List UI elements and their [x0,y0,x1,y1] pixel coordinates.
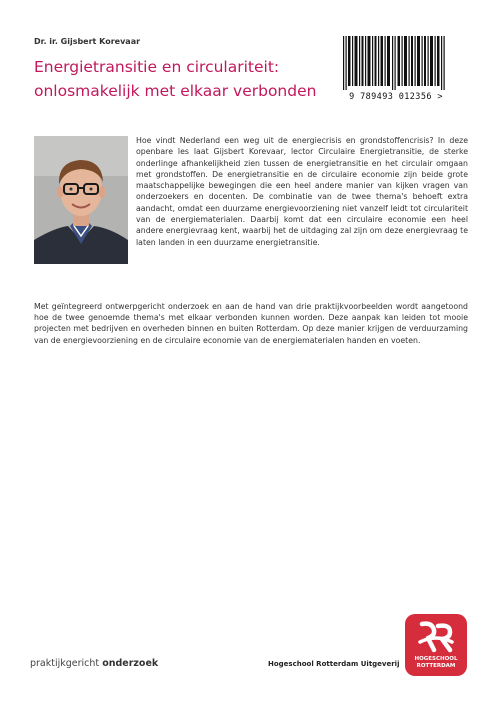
book-title [34,55,324,103]
paragraph-text: Met geïntegreerd ontwerpgericht onderzoek en aan de hand van drie praktijkvoorbeelden wordt aangetoond hoe de twee genoemde thema's met elkaar verbonden kunnen worden. Deze aanpak kan leiden tot mooie projecten met bedrijven en overheden binnen en buiten Rotterdam. Op deze manier krijgen de verduurzaming van de energievoorziening en de circulaire economie van de energiematerialen handen en voeten. [34,301,468,345]
hogeschool-rotterdam-logo [405,614,467,676]
logo-line-2: ROTTERDAM [416,662,456,669]
paragraph-text: Hoe vindt Nederland een weg uit de energiecrisis en grondstoffencrisis? In deze openbare les laat Gijsbert Korevaar, lector Circulaire Energietransitie, de sterke onderlinge afhankelijkheid zien tussen de energietransitie en het circulair omgaan met grondstoffen. De energietransitie en de circulaire economie zijn beide grote maatschappelijke bewegingen die een heel andere manier van kijken vragen van onderzoekers en docenten. De combinatie van de twee thema's behoeft extra aandacht, omdat een duurzame energievoorziening niet vanzelf leidt tot circulariteit van de energiematerialen. Daarbij komt dat een circulaire economie een heel andere energievraag kent, waarbij het de uitdaging zal zijn om deze energievraag te laten landen in een duurzame energietransitie. [136,136,468,247]
logo-line-1: HOGESCHOOL [414,656,458,662]
author-portrait-icon [34,136,128,264]
isbn-number: 9 789493 012356 > [349,92,443,102]
series-prefix: praktijkgericht [30,658,103,669]
title-line-2: onlosmakelijk met elkaar verbonden [34,82,317,100]
description-paragraph-1 [136,135,468,248]
publisher-name: Hogeschool Rotterdam Uitgeverij [268,660,400,668]
author-name: Dr. ir. Gijsbert Korevaar [34,37,141,46]
isbn-barcode [340,36,452,102]
series-label [30,658,158,669]
description-paragraph-2 [34,293,468,354]
author-photo [34,136,128,264]
title-line-1: Energietransitie en circulariteit: [34,58,280,76]
barcode-icon [340,36,452,90]
series-bold: onderzoek [102,658,159,669]
hr-emblem-icon [416,620,456,654]
